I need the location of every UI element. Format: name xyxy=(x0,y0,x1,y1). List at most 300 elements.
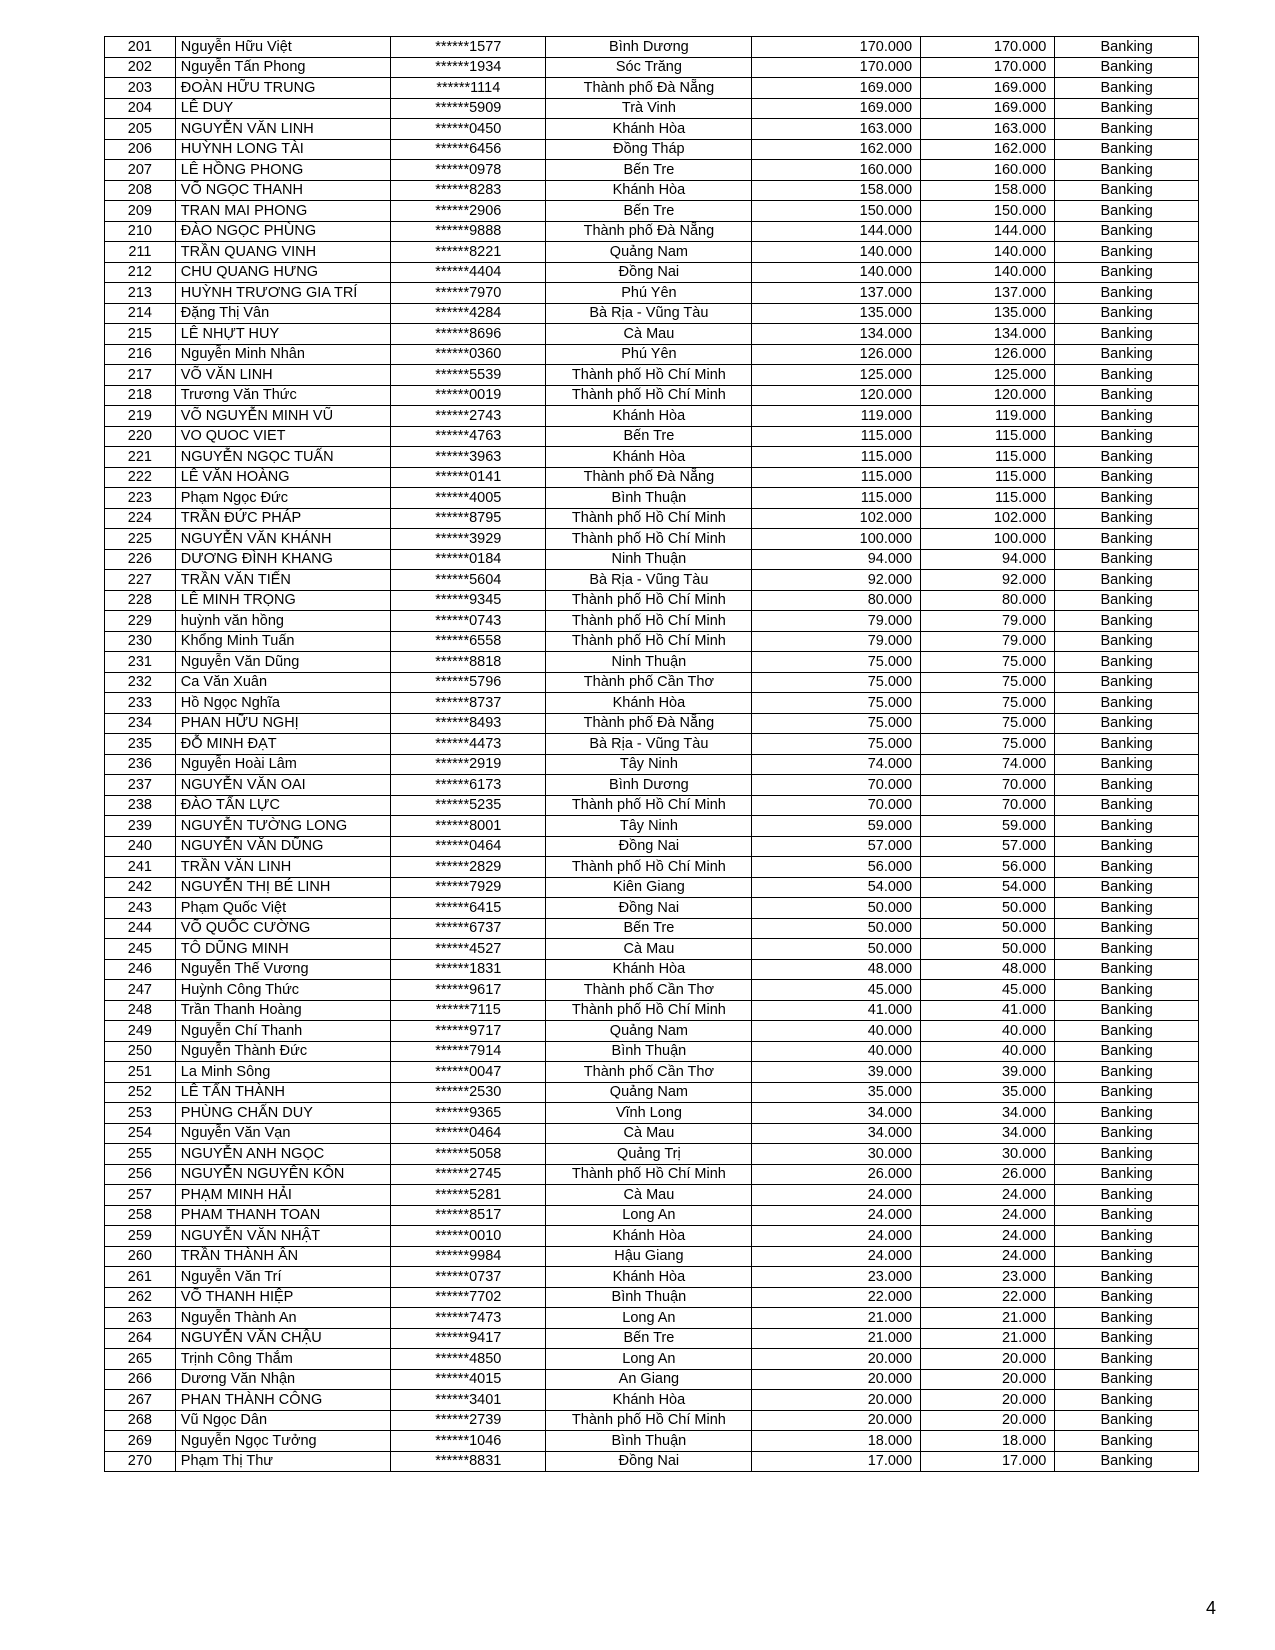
province-cell: Thành phố Hồ Chí Minh xyxy=(546,1410,752,1431)
payment-method-cell: Banking xyxy=(1055,180,1199,201)
account-number-cell: ******3401 xyxy=(391,1390,546,1411)
payment-method-cell: Banking xyxy=(1055,652,1199,673)
table-row xyxy=(105,467,1199,488)
amount-total-cell: 24.000 xyxy=(921,1185,1055,1206)
amount-total-cell: 75.000 xyxy=(921,652,1055,673)
province-cell: Khánh Hòa xyxy=(546,119,752,140)
table-row xyxy=(105,836,1199,857)
table-row xyxy=(105,1103,1199,1124)
row-number-cell: 220 xyxy=(105,426,176,447)
amount-total-cell: 170.000 xyxy=(921,37,1055,58)
payment-method-cell: Banking xyxy=(1055,857,1199,878)
account-number-cell: ******6173 xyxy=(391,775,546,796)
table-row xyxy=(105,980,1199,1001)
amount-total-cell: 50.000 xyxy=(921,918,1055,939)
amount-total-cell: 169.000 xyxy=(921,98,1055,119)
table-row xyxy=(105,508,1199,529)
province-cell: Bình Dương xyxy=(546,775,752,796)
payment-method-cell: Banking xyxy=(1055,160,1199,181)
table-row xyxy=(105,590,1199,611)
amount-cell: 17.000 xyxy=(752,1451,921,1472)
table-row xyxy=(105,37,1199,58)
table-row xyxy=(105,119,1199,140)
amount-total-cell: 59.000 xyxy=(921,816,1055,837)
row-number-cell: 268 xyxy=(105,1410,176,1431)
row-number-cell: 201 xyxy=(105,37,176,58)
province-cell: Tây Ninh xyxy=(546,754,752,775)
amount-total-cell: 79.000 xyxy=(921,611,1055,632)
account-number-cell: ******8283 xyxy=(391,180,546,201)
table-row xyxy=(105,180,1199,201)
account-number-cell: ******7115 xyxy=(391,1000,546,1021)
amount-total-cell: 115.000 xyxy=(921,426,1055,447)
amount-cell: 24.000 xyxy=(752,1246,921,1267)
donor-name-cell: NGUYỄN TƯỜNG LONG xyxy=(175,816,390,837)
table-row xyxy=(105,283,1199,304)
amount-total-cell: 169.000 xyxy=(921,78,1055,99)
province-cell: Cà Mau xyxy=(546,324,752,345)
row-number-cell: 266 xyxy=(105,1369,176,1390)
amount-cell: 20.000 xyxy=(752,1349,921,1370)
row-number-cell: 230 xyxy=(105,631,176,652)
province-cell: Quảng Nam xyxy=(546,242,752,263)
row-number-cell: 222 xyxy=(105,467,176,488)
table-row xyxy=(105,652,1199,673)
province-cell: Vĩnh Long xyxy=(546,1103,752,1124)
province-cell: Bình Thuận xyxy=(546,1431,752,1452)
table-row xyxy=(105,160,1199,181)
province-cell: Thành phố Hồ Chí Minh xyxy=(546,590,752,611)
payment-method-cell: Banking xyxy=(1055,611,1199,632)
amount-total-cell: 75.000 xyxy=(921,672,1055,693)
province-cell: Khánh Hòa xyxy=(546,693,752,714)
donor-name-cell: La Minh Sông xyxy=(175,1062,390,1083)
account-number-cell: ******8818 xyxy=(391,652,546,673)
donor-name-cell: Trương Văn Thức xyxy=(175,385,390,406)
account-number-cell: ******0360 xyxy=(391,344,546,365)
amount-total-cell: 17.000 xyxy=(921,1451,1055,1472)
amount-total-cell: 162.000 xyxy=(921,139,1055,160)
amount-cell: 23.000 xyxy=(752,1267,921,1288)
donor-name-cell: Dương Văn Nhận xyxy=(175,1369,390,1390)
amount-cell: 160.000 xyxy=(752,160,921,181)
payment-method-cell: Banking xyxy=(1055,1144,1199,1165)
amount-total-cell: 80.000 xyxy=(921,590,1055,611)
amount-cell: 57.000 xyxy=(752,836,921,857)
account-number-cell: ******7929 xyxy=(391,877,546,898)
amount-cell: 162.000 xyxy=(752,139,921,160)
account-number-cell: ******5539 xyxy=(391,365,546,386)
province-cell: Thành phố Hồ Chí Minh xyxy=(546,365,752,386)
donor-name-cell: Nguyễn Thế Vương xyxy=(175,959,390,980)
account-number-cell: ******5058 xyxy=(391,1144,546,1165)
amount-total-cell: 119.000 xyxy=(921,406,1055,427)
amount-cell: 24.000 xyxy=(752,1205,921,1226)
payment-method-cell: Banking xyxy=(1055,836,1199,857)
donor-name-cell: CHU QUANG HƯNG xyxy=(175,262,390,283)
amount-cell: 39.000 xyxy=(752,1062,921,1083)
payment-method-cell: Banking xyxy=(1055,1410,1199,1431)
donor-name-cell: Nguyễn Thành Đức xyxy=(175,1041,390,1062)
payment-method-cell: Banking xyxy=(1055,795,1199,816)
donor-name-cell: Trịnh Công Thắm xyxy=(175,1349,390,1370)
payment-method-cell: Banking xyxy=(1055,508,1199,529)
table-row xyxy=(105,775,1199,796)
province-cell: Thành phố Hồ Chí Minh xyxy=(546,795,752,816)
donor-name-cell: Nguyễn Văn Dũng xyxy=(175,652,390,673)
payment-method-cell: Banking xyxy=(1055,221,1199,242)
account-number-cell: ******8493 xyxy=(391,713,546,734)
payment-method-cell: Banking xyxy=(1055,1205,1199,1226)
amount-total-cell: 170.000 xyxy=(921,57,1055,78)
donor-name-cell: Vũ Ngọc Dân xyxy=(175,1410,390,1431)
donor-name-cell: NGUYỄN VĂN KHÁNH xyxy=(175,529,390,550)
table-row xyxy=(105,1246,1199,1267)
province-cell: Thành phố Cần Thơ xyxy=(546,672,752,693)
amount-total-cell: 126.000 xyxy=(921,344,1055,365)
payment-method-cell: Banking xyxy=(1055,447,1199,468)
table-row xyxy=(105,221,1199,242)
donor-name-cell: Nguyễn Thành An xyxy=(175,1308,390,1329)
payment-method-cell: Banking xyxy=(1055,590,1199,611)
row-number-cell: 243 xyxy=(105,898,176,919)
payment-method-cell: Banking xyxy=(1055,406,1199,427)
row-number-cell: 238 xyxy=(105,795,176,816)
amount-total-cell: 135.000 xyxy=(921,303,1055,324)
table-row xyxy=(105,1041,1199,1062)
row-number-cell: 267 xyxy=(105,1390,176,1411)
amount-cell: 20.000 xyxy=(752,1369,921,1390)
amount-cell: 34.000 xyxy=(752,1123,921,1144)
account-number-cell: ******1831 xyxy=(391,959,546,980)
payment-method-cell: Banking xyxy=(1055,344,1199,365)
payment-method-cell: Banking xyxy=(1055,959,1199,980)
payment-method-cell: Banking xyxy=(1055,713,1199,734)
amount-total-cell: 30.000 xyxy=(921,1144,1055,1165)
province-cell: Bình Dương xyxy=(546,37,752,58)
row-number-cell: 213 xyxy=(105,283,176,304)
amount-cell: 170.000 xyxy=(752,57,921,78)
amount-total-cell: 158.000 xyxy=(921,180,1055,201)
table-row xyxy=(105,488,1199,509)
province-cell: Phú Yên xyxy=(546,283,752,304)
province-cell: Đồng Nai xyxy=(546,836,752,857)
payment-method-cell: Banking xyxy=(1055,57,1199,78)
payment-method-cell: Banking xyxy=(1055,488,1199,509)
table-row xyxy=(105,1144,1199,1165)
row-number-cell: 212 xyxy=(105,262,176,283)
payment-method-cell: Banking xyxy=(1055,119,1199,140)
payment-method-cell: Banking xyxy=(1055,262,1199,283)
donor-name-cell: PHAM THANH TOAN xyxy=(175,1205,390,1226)
province-cell: Cà Mau xyxy=(546,939,752,960)
table-row xyxy=(105,344,1199,365)
amount-total-cell: 22.000 xyxy=(921,1287,1055,1308)
donor-name-cell: Nguyễn Hoài Lâm xyxy=(175,754,390,775)
account-number-cell: ******2829 xyxy=(391,857,546,878)
account-number-cell: ******0010 xyxy=(391,1226,546,1247)
province-cell: Bình Thuận xyxy=(546,1287,752,1308)
amount-cell: 144.000 xyxy=(752,221,921,242)
row-number-cell: 250 xyxy=(105,1041,176,1062)
amount-cell: 70.000 xyxy=(752,775,921,796)
row-number-cell: 206 xyxy=(105,139,176,160)
row-number-cell: 208 xyxy=(105,180,176,201)
table-row xyxy=(105,611,1199,632)
amount-cell: 35.000 xyxy=(752,1082,921,1103)
amount-cell: 169.000 xyxy=(752,78,921,99)
province-cell: Hậu Giang xyxy=(546,1246,752,1267)
province-cell: Bến Tre xyxy=(546,1328,752,1349)
amount-total-cell: 134.000 xyxy=(921,324,1055,345)
payment-method-cell: Banking xyxy=(1055,1349,1199,1370)
row-number-cell: 232 xyxy=(105,672,176,693)
account-number-cell: ******8001 xyxy=(391,816,546,837)
donor-name-cell: VO QUOC VIET xyxy=(175,426,390,447)
table-row xyxy=(105,529,1199,550)
row-number-cell: 265 xyxy=(105,1349,176,1370)
donor-name-cell: Nguyễn Ngọc Tưởng xyxy=(175,1431,390,1452)
amount-cell: 34.000 xyxy=(752,1103,921,1124)
payment-method-cell: Banking xyxy=(1055,1287,1199,1308)
amount-cell: 115.000 xyxy=(752,426,921,447)
donor-name-cell: LÊ HỒNG PHONG xyxy=(175,160,390,181)
table-row xyxy=(105,1062,1199,1083)
donor-name-cell: HUỲNH TRƯƠNG GIA TRÍ xyxy=(175,283,390,304)
province-cell: Đồng Nai xyxy=(546,898,752,919)
table-row xyxy=(105,303,1199,324)
row-number-cell: 204 xyxy=(105,98,176,119)
table-row xyxy=(105,816,1199,837)
donor-name-cell: VÕ VĂN LINH xyxy=(175,365,390,386)
table-row xyxy=(105,324,1199,345)
account-number-cell: ******8795 xyxy=(391,508,546,529)
account-number-cell: ******7970 xyxy=(391,283,546,304)
amount-total-cell: 40.000 xyxy=(921,1041,1055,1062)
donor-name-cell: Đặng Thị Vân xyxy=(175,303,390,324)
donor-name-cell: NGUYỄN THỊ BÉ LINH xyxy=(175,877,390,898)
row-number-cell: 270 xyxy=(105,1451,176,1472)
payment-method-cell: Banking xyxy=(1055,324,1199,345)
amount-total-cell: 40.000 xyxy=(921,1021,1055,1042)
account-number-cell: ******2745 xyxy=(391,1164,546,1185)
donor-name-cell: ĐÀO NGỌC PHÙNG xyxy=(175,221,390,242)
donor-name-cell: NGUYỄN VĂN CHẬU xyxy=(175,1328,390,1349)
table-row xyxy=(105,693,1199,714)
payment-method-cell: Banking xyxy=(1055,754,1199,775)
table-row xyxy=(105,1164,1199,1185)
amount-total-cell: 79.000 xyxy=(921,631,1055,652)
account-number-cell: ******9345 xyxy=(391,590,546,611)
amount-total-cell: 140.000 xyxy=(921,262,1055,283)
province-cell: Long An xyxy=(546,1308,752,1329)
account-number-cell: ******1577 xyxy=(391,37,546,58)
amount-total-cell: 160.000 xyxy=(921,160,1055,181)
amount-total-cell: 120.000 xyxy=(921,385,1055,406)
amount-total-cell: 34.000 xyxy=(921,1103,1055,1124)
amount-cell: 54.000 xyxy=(752,877,921,898)
account-number-cell: ******8517 xyxy=(391,1205,546,1226)
amount-cell: 20.000 xyxy=(752,1410,921,1431)
table-row xyxy=(105,1267,1199,1288)
table-body xyxy=(105,37,1199,1472)
amount-total-cell: 20.000 xyxy=(921,1369,1055,1390)
amount-cell: 18.000 xyxy=(752,1431,921,1452)
account-number-cell: ******6558 xyxy=(391,631,546,652)
donor-name-cell: NGUYỄN NGUYÊN KÔN xyxy=(175,1164,390,1185)
amount-cell: 30.000 xyxy=(752,1144,921,1165)
province-cell: Sóc Trăng xyxy=(546,57,752,78)
amount-total-cell: 24.000 xyxy=(921,1226,1055,1247)
account-number-cell: ******0743 xyxy=(391,611,546,632)
amount-total-cell: 163.000 xyxy=(921,119,1055,140)
province-cell: Đồng Nai xyxy=(546,262,752,283)
amount-cell: 70.000 xyxy=(752,795,921,816)
table-row xyxy=(105,242,1199,263)
row-number-cell: 236 xyxy=(105,754,176,775)
payment-method-cell: Banking xyxy=(1055,1308,1199,1329)
payment-method-cell: Banking xyxy=(1055,1000,1199,1021)
donor-name-cell: TRẦN THÀNH ÂN xyxy=(175,1246,390,1267)
amount-cell: 40.000 xyxy=(752,1021,921,1042)
amount-cell: 158.000 xyxy=(752,180,921,201)
amount-total-cell: 21.000 xyxy=(921,1308,1055,1329)
amount-total-cell: 20.000 xyxy=(921,1410,1055,1431)
province-cell: Bến Tre xyxy=(546,426,752,447)
donor-name-cell: Nguyễn Văn Vạn xyxy=(175,1123,390,1144)
donor-name-cell: Phạm Thị Thư xyxy=(175,1451,390,1472)
province-cell: Thành phố Hồ Chí Minh xyxy=(546,611,752,632)
table-row xyxy=(105,918,1199,939)
payment-method-cell: Banking xyxy=(1055,37,1199,58)
donor-name-cell: PHÙNG CHẤN DUY xyxy=(175,1103,390,1124)
payment-method-cell: Banking xyxy=(1055,775,1199,796)
table-row xyxy=(105,1226,1199,1247)
payment-method-cell: Banking xyxy=(1055,201,1199,222)
account-number-cell: ******1934 xyxy=(391,57,546,78)
payment-method-cell: Banking xyxy=(1055,365,1199,386)
row-number-cell: 254 xyxy=(105,1123,176,1144)
province-cell: Quảng Nam xyxy=(546,1021,752,1042)
table-row xyxy=(105,1000,1199,1021)
account-number-cell: ******8737 xyxy=(391,693,546,714)
account-number-cell: ******3929 xyxy=(391,529,546,550)
donor-name-cell: TÔ DŨNG MINH xyxy=(175,939,390,960)
account-number-cell: ******0978 xyxy=(391,160,546,181)
province-cell: Cà Mau xyxy=(546,1185,752,1206)
amount-cell: 59.000 xyxy=(752,816,921,837)
payment-method-cell: Banking xyxy=(1055,734,1199,755)
province-cell: Bến Tre xyxy=(546,201,752,222)
row-number-cell: 218 xyxy=(105,385,176,406)
amount-cell: 75.000 xyxy=(752,713,921,734)
province-cell: Bà Rịa - Vũng Tàu xyxy=(546,303,752,324)
amount-total-cell: 115.000 xyxy=(921,467,1055,488)
row-number-cell: 214 xyxy=(105,303,176,324)
payment-method-cell: Banking xyxy=(1055,980,1199,1001)
province-cell: Thành phố Hồ Chí Minh xyxy=(546,857,752,878)
donor-name-cell: LÊ TẤN THÀNH xyxy=(175,1082,390,1103)
donor-name-cell: Nguyễn Minh Nhân xyxy=(175,344,390,365)
table-row xyxy=(105,262,1199,283)
table-row xyxy=(105,795,1199,816)
amount-cell: 115.000 xyxy=(752,447,921,468)
amount-cell: 50.000 xyxy=(752,918,921,939)
province-cell: Thành phố Hồ Chí Minh xyxy=(546,631,752,652)
province-cell: Thành phố Đà Nẵng xyxy=(546,221,752,242)
amount-total-cell: 140.000 xyxy=(921,242,1055,263)
account-number-cell: ******3963 xyxy=(391,447,546,468)
account-number-cell: ******0450 xyxy=(391,119,546,140)
province-cell: Thành phố Hồ Chí Minh xyxy=(546,1164,752,1185)
row-number-cell: 260 xyxy=(105,1246,176,1267)
row-number-cell: 240 xyxy=(105,836,176,857)
account-number-cell: ******7473 xyxy=(391,1308,546,1329)
amount-cell: 163.000 xyxy=(752,119,921,140)
amount-total-cell: 57.000 xyxy=(921,836,1055,857)
table-row xyxy=(105,549,1199,570)
account-number-cell: ******4763 xyxy=(391,426,546,447)
account-number-cell: ******1046 xyxy=(391,1431,546,1452)
donor-name-cell: Khổng Minh Tuấn xyxy=(175,631,390,652)
amount-cell: 48.000 xyxy=(752,959,921,980)
account-number-cell: ******8831 xyxy=(391,1451,546,1472)
amount-cell: 102.000 xyxy=(752,508,921,529)
table-row xyxy=(105,1369,1199,1390)
row-number-cell: 226 xyxy=(105,549,176,570)
account-number-cell: ******4015 xyxy=(391,1369,546,1390)
amount-cell: 20.000 xyxy=(752,1390,921,1411)
amount-total-cell: 24.000 xyxy=(921,1205,1055,1226)
amount-cell: 41.000 xyxy=(752,1000,921,1021)
province-cell: Quảng Nam xyxy=(546,1082,752,1103)
account-number-cell: ******5235 xyxy=(391,795,546,816)
payment-method-cell: Banking xyxy=(1055,1369,1199,1390)
amount-cell: 94.000 xyxy=(752,549,921,570)
table-row xyxy=(105,406,1199,427)
amount-total-cell: 115.000 xyxy=(921,447,1055,468)
table-row xyxy=(105,1410,1199,1431)
payment-method-cell: Banking xyxy=(1055,1267,1199,1288)
table-row xyxy=(105,1349,1199,1370)
row-number-cell: 234 xyxy=(105,713,176,734)
amount-cell: 79.000 xyxy=(752,611,921,632)
donor-name-cell: PHẠM MINH HẢI xyxy=(175,1185,390,1206)
table-row xyxy=(105,1021,1199,1042)
donor-name-cell: Nguyễn Hữu Việt xyxy=(175,37,390,58)
payment-method-cell: Banking xyxy=(1055,98,1199,119)
account-number-cell: ******2739 xyxy=(391,1410,546,1431)
payment-method-cell: Banking xyxy=(1055,467,1199,488)
amount-cell: 115.000 xyxy=(752,488,921,509)
row-number-cell: 211 xyxy=(105,242,176,263)
amount-cell: 75.000 xyxy=(752,693,921,714)
account-number-cell: ******4473 xyxy=(391,734,546,755)
province-cell: Thành phố Hồ Chí Minh xyxy=(546,529,752,550)
amount-total-cell: 75.000 xyxy=(921,693,1055,714)
payment-method-cell: Banking xyxy=(1055,939,1199,960)
amount-total-cell: 45.000 xyxy=(921,980,1055,1001)
donor-name-cell: Phạm Quốc Việt xyxy=(175,898,390,919)
row-number-cell: 239 xyxy=(105,816,176,837)
donor-name-cell: huỳnh văn hồng xyxy=(175,611,390,632)
amount-cell: 135.000 xyxy=(752,303,921,324)
amount-cell: 126.000 xyxy=(752,344,921,365)
table-row xyxy=(105,98,1199,119)
donor-name-cell: Nguyễn Tấn Phong xyxy=(175,57,390,78)
amount-cell: 75.000 xyxy=(752,672,921,693)
amount-cell: 92.000 xyxy=(752,570,921,591)
